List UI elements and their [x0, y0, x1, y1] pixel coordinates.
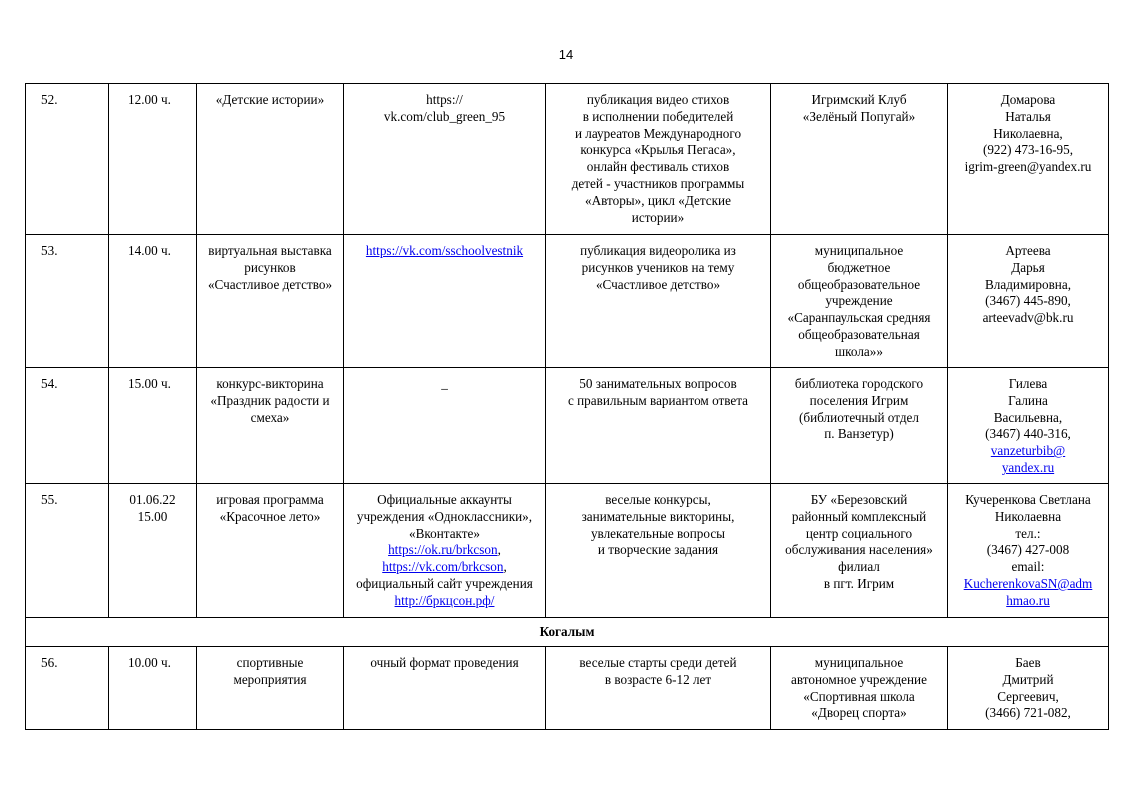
- event-link: https:// vk.com/club_green_95: [344, 84, 546, 235]
- event-contact: Баев Дмитрий Сергеевич, (3466) 721-082,: [948, 647, 1109, 730]
- vk-link[interactable]: https://vk.com/sschoolvestnik: [365, 243, 524, 258]
- event-organizer: муниципальное бюджетное общеобразовательное учреждение «Саранпаульская средняя общеобразовательная школа»»: [771, 235, 948, 368]
- event-link: Официальные аккаунты учреждения «Одноклассники», «Вконтакте» https://ok.ru/brkcson, https://vk.com/brkcson, официальный сайт учреждения http://бркцсон.рф/: [344, 484, 546, 618]
- row-number: 52.: [26, 84, 109, 235]
- region-heading: Когалым: [26, 618, 1109, 647]
- row-number: 55.: [26, 484, 109, 618]
- row-number: 54.: [26, 368, 109, 484]
- row-number: 56.: [26, 647, 109, 730]
- event-title: виртуальная выставка рисунков «Счастливое детство»: [197, 235, 344, 368]
- event-organizer: Игримский Клуб «Зелёный Попугай»: [771, 84, 948, 235]
- event-description: веселые старты среди детей в возрасте 6-12 лет: [546, 647, 771, 730]
- email-link[interactable]: KucherenkovaSN@adm: [963, 575, 1093, 591]
- event-time: 15.00 ч.: [109, 368, 197, 484]
- table-row: [26, 235, 1109, 368]
- event-link: [344, 235, 546, 368]
- event-description: публикация видео стихов в исполнении победителей и лауреатов Международного конкурса «Крылья Пегаса», онлайн фестиваль стихов детей - участников программы «Авторы», цикл «Детские истории»: [546, 84, 771, 235]
- event-title: конкурс-викторина «Праздник радости и смеха»: [197, 368, 344, 484]
- event-contact: Домарова Наталья Николаевна, (922) 473-16-95, igrim-green@yandex.ru: [948, 84, 1109, 235]
- event-link: очный формат проведения: [344, 647, 546, 730]
- event-time: 01.06.22 15.00: [109, 484, 197, 618]
- event-organizer: БУ «Березовский районный комплексный центр социального обслуживания населения» филиал в пгт. Игрим: [771, 484, 948, 618]
- page-number: 14: [558, 47, 574, 62]
- event-organizer: библиотека городского поселения Игрим (библиотечный отдел п. Ванзетур): [771, 368, 948, 484]
- event-description: веселые конкурсы, занимательные викторины, увлекательные вопросы и творческие задания: [546, 484, 771, 618]
- email-link[interactable]: vanzeturbib@: [990, 443, 1066, 459]
- event-title: игровая программа «Красочное лето»: [197, 484, 344, 618]
- event-contact: Кучеренкова Светлана Николаевна тел.: (3467) 427-008 email: KucherenkovaSN@adm hmao.ru: [948, 484, 1109, 618]
- table-row: [26, 647, 1109, 730]
- table-row: [26, 368, 1109, 484]
- email-link[interactable]: hmao.ru: [1006, 592, 1050, 608]
- event-link: _: [344, 368, 546, 484]
- event-organizer: муниципальное автономное учреждение «Спортивная школа «Дворец спорта»: [771, 647, 948, 730]
- table-row: [26, 484, 1109, 618]
- site-link[interactable]: http://бркцсон.рф/: [394, 592, 495, 608]
- event-description: 50 занимательных вопросов с правильным вариантом ответа: [546, 368, 771, 484]
- ok-link[interactable]: https://ok.ru/brkcson: [388, 542, 498, 558]
- event-time: 12.00 ч.: [109, 84, 197, 235]
- events-table: [25, 83, 1109, 730]
- email-link[interactable]: yandex.ru: [1001, 459, 1055, 475]
- vk-link[interactable]: https://vk.com/brkcson: [382, 559, 504, 575]
- event-time: 14.00 ч.: [109, 235, 197, 368]
- event-time: 10.00 ч.: [109, 647, 197, 730]
- event-description: публикация видеоролика из рисунков учеников на тему «Счастливое детство»: [546, 235, 771, 368]
- event-title: спортивные мероприятия: [197, 647, 344, 730]
- event-title: «Детские истории»: [197, 84, 344, 235]
- row-number: 53.: [26, 235, 109, 368]
- table-row: [26, 84, 1109, 235]
- event-contact: Артеева Дарья Владимировна, (3467) 445-890, arteevadv@bk.ru: [948, 235, 1109, 368]
- event-contact: Гилева Галина Васильевна, (3467) 440-316, vanzeturbib@ yandex.ru: [948, 368, 1109, 484]
- region-row: [26, 618, 1109, 647]
